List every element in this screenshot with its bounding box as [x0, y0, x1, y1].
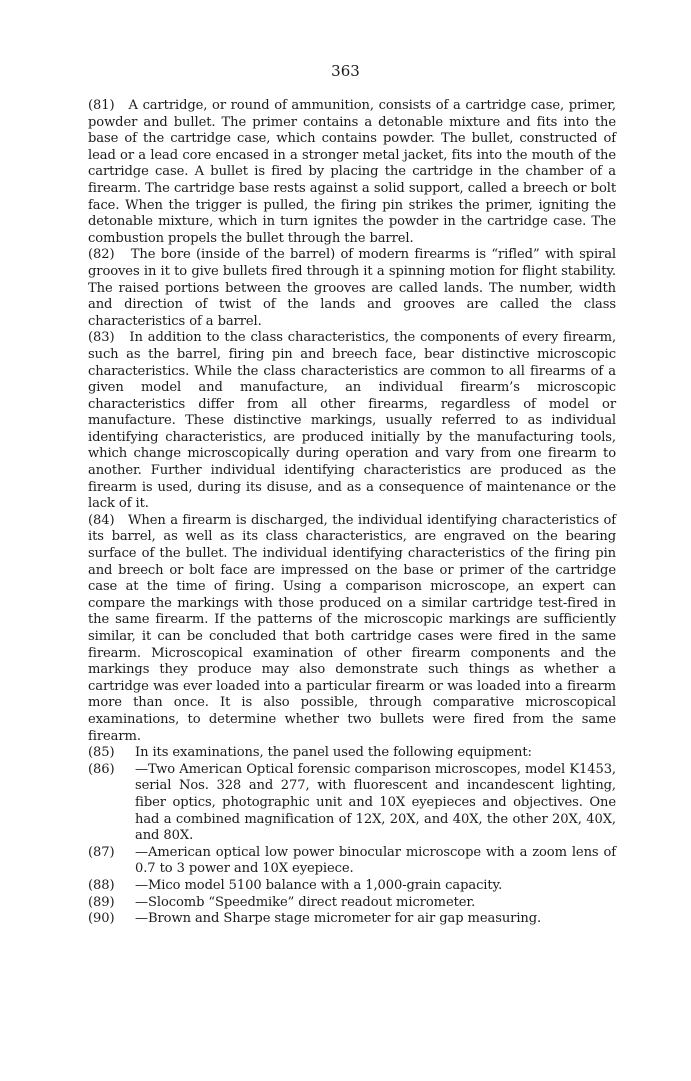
item-text: —American optical low power binocular microscope with a zoom lens of 0.7 to 3 power and 10X eyepiece. — [135, 844, 616, 877]
item-number: (86) — [88, 761, 115, 777]
paragraph-84 — [88, 513, 616, 745]
item-number: (89) — [88, 894, 115, 910]
item-text: —Slocomb “Speedmike” direct readout micrometer. — [135, 894, 476, 910]
item-number: (90) — [88, 911, 115, 927]
page-number: 363 — [331, 62, 360, 80]
paragraph-number: (81) — [88, 98, 115, 113]
list-item-88 — [88, 878, 616, 895]
item-text: —Brown and Sharpe stage micrometer for air gap measuring. — [135, 911, 542, 927]
item-text: In its examinations, the panel used the following equipment: — [135, 745, 532, 761]
list-item-86 — [88, 762, 616, 845]
list-item-85 — [88, 745, 616, 762]
paragraph-text: The bore (inside of the barrel) of modern firearms is “rifled” with spiral grooves in it to give bullets fired through it a spinning motion for flight stability. The raised portions between the grooves are called lands. The number, width and direction of twist of the lands and grooves are called the class characteristics of a barrel. — [88, 247, 617, 329]
item-number: (87) — [88, 844, 115, 860]
paragraph-text: In addition to the class characteristics, the components of every firearm, such as the barrel, firing pin and breech face, bear distinctive microscopic characteristics. While the class characteristics are common to all firearms of a given model and manufacture, an individual firearm’s microscopic characteristics differ from all other firearms, regardless of model or manufacture. These distinctive markings, usually referred to as individual identifying characteristics, are produced initially by the manufacturing tools, which change microscopically during operation and vary from one firearm to another. Further individual identifying characteristics are produced as the firearm is used, during its disuse, and as a consequence of maintenance or the lack of it. — [88, 330, 617, 512]
list-item-89 — [88, 895, 616, 912]
paragraph-number: (82) — [88, 247, 115, 263]
body-text — [88, 98, 616, 928]
paragraph-text: When a firearm is discharged, the individual identifying characteristics of its barrel, as well as its class characteristics, are engraved on the bearing surface of the bullet. The individual identifying characteristics of the firing pin and breech or bolt face are impressed on the base or primer of the cartridge case at the time of firing. Using a comparison microscope, an expert can compare the markings with those produced on a similar cartridge test-fired in the same firearm. If the patterns of the microscopic markings are sufficiently similar, it can be concluded that both cartridge cases were fired in the same firearm. Microscopical examination of other firearm components and the markings they produce may also demonstrate such things as whether a cartridge was ever loaded into a particular firearm or was loaded into a firearm more than once. It is also possible, through comparative microscopical examinations, to determine whether two bullets were fired from the same firearm. — [88, 512, 617, 744]
paragraph-text: A cartridge, or round of ammunition, consists of a cartridge case, primer, powder and bullet. The primer contains a detonable mixture and fits into the base of the cartridge case, which contains powder. The bullet, constructed of lead or a lead core encased in a stronger metal jacket, fits into the mouth of the cartridge case. A bullet is fired by placing the cartridge in the chamber of a firearm. The cartridge base rests against a solid support, called a breech or bolt face. When the trigger is pulled, the firing pin strikes the primer, igniting the detonable mixture, which in turn ignites the powder in the cartridge case. The combustion propels the bullet through the barrel. — [88, 98, 616, 246]
paragraph-number: (83) — [88, 330, 115, 346]
item-number: (88) — [88, 877, 115, 893]
item-text: —Mico model 5100 balance with a 1,000-grain capacity. — [135, 877, 503, 893]
list-item-90 — [88, 911, 616, 928]
paragraph-83 — [88, 330, 616, 513]
paragraph-82 — [88, 247, 616, 330]
list-item-87 — [88, 845, 616, 878]
item-text: —Two American Optical forensic comparison microscopes, model K1453, serial Nos. 328 and 277, with fluorescent and incandescent lighting, fiber optics, photographic unit and 10X eyepieces and objectives. One had a combined magnification of 12X, 20X, and 40X, the other 20X, 40X, and 80X. — [135, 761, 616, 844]
paragraph-81 — [88, 98, 616, 247]
paragraph-number: (84) — [88, 512, 115, 528]
item-number: (85) — [88, 745, 115, 761]
